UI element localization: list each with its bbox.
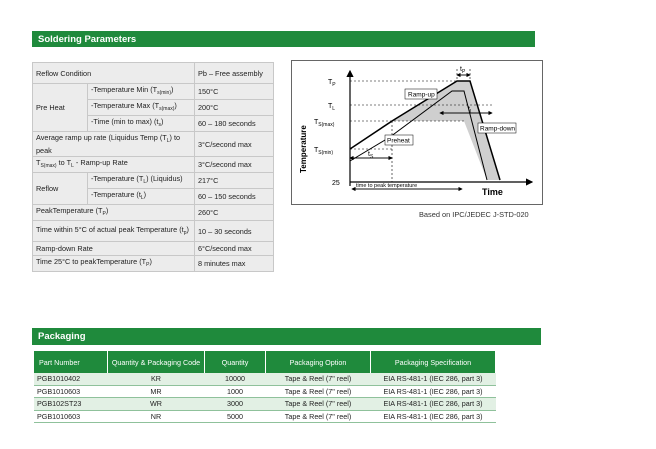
soldering-parameters-header: Soldering Parameters bbox=[32, 31, 535, 47]
param-label: -Temperature $(T_L)$ (Liquidus) bbox=[88, 173, 195, 189]
param-label: -Temperature Min $(T_{s(min)})$ bbox=[88, 84, 195, 100]
cell: 10000 bbox=[205, 373, 266, 385]
ramp-down-label: Ramp-down bbox=[480, 125, 516, 133]
col-header: Part Number bbox=[34, 351, 108, 373]
table-row bbox=[33, 157, 274, 173]
tl-time-label: $t_L$ bbox=[468, 106, 473, 115]
col-header: Packaging Option bbox=[266, 351, 371, 373]
param-label: -Temperature $(t_L)$ bbox=[88, 189, 195, 205]
group-label-reflow: Reflow bbox=[33, 173, 88, 205]
tp-label: $T_P$ bbox=[328, 79, 336, 88]
cell: EIA RS-481-1 (IEC 286, part 3) bbox=[371, 373, 496, 385]
param-label: Ramp-down Rate bbox=[33, 242, 195, 256]
x-axis-label: Time bbox=[482, 187, 503, 197]
cell: PGB1010603 bbox=[34, 410, 108, 423]
cell: NR bbox=[108, 410, 205, 423]
time-to-peak-label: time to peak temperature bbox=[356, 183, 418, 189]
param-label: Time 25°C to peakTemperature $(T_P)$ bbox=[33, 256, 195, 272]
cell: MR bbox=[108, 385, 205, 398]
param-value: 3°C/second max bbox=[195, 132, 274, 157]
param-value: 8 minutes max bbox=[195, 256, 274, 272]
soldering-parameters-table bbox=[32, 62, 274, 272]
group-label-preheat: Pre Heat bbox=[33, 84, 88, 132]
param-label: PeakTemperature $(T_P)$ bbox=[33, 205, 195, 221]
table-row bbox=[34, 385, 496, 398]
tp-time-label: $t_P$ bbox=[460, 66, 466, 75]
ipc-note: Based on IPC/JEDEC J-STD-020 bbox=[419, 210, 529, 219]
tsmin-label: $T_{S(min)}$ bbox=[314, 147, 334, 156]
cell: 5000 bbox=[205, 410, 266, 423]
param-value: 200°C bbox=[195, 100, 274, 116]
col-header: Quantity bbox=[205, 351, 266, 373]
param-value: 10 – 30 seconds bbox=[195, 221, 274, 242]
param-value: Pb – Free assembly bbox=[195, 63, 274, 84]
packaging-table bbox=[34, 351, 496, 423]
table-row bbox=[33, 205, 274, 221]
param-label: Reflow Condition bbox=[33, 63, 195, 84]
col-header: Packaging Specification bbox=[371, 351, 496, 373]
table-row bbox=[33, 221, 274, 242]
param-label: $T_{S(max)}$ to $T_L$ - Ramp-up Rate bbox=[33, 157, 195, 173]
cell: 3000 bbox=[205, 398, 266, 411]
cell: EIA RS-481-1 (IEC 286, part 3) bbox=[371, 410, 496, 423]
param-label: -Temperature Max $(T_{s(max)})$ bbox=[88, 100, 195, 116]
param-value: 6°C/second max bbox=[195, 242, 274, 256]
table-row bbox=[34, 373, 496, 385]
param-value: 60 – 150 seconds bbox=[195, 189, 274, 205]
reflow-profile-diagram bbox=[291, 60, 543, 205]
param-value: 3°C/second max bbox=[195, 157, 274, 173]
cell: Tape & Reel (7" reel) bbox=[266, 373, 371, 385]
col-header: Quantity & Packaging Code bbox=[108, 351, 205, 373]
param-value: 217°C bbox=[195, 173, 274, 189]
param-label: Average ramp up rate (Liquidus Temp $(T_L)$ to peak bbox=[33, 132, 195, 157]
ramp-up-label: Ramp-up bbox=[408, 91, 435, 99]
table-row bbox=[33, 242, 274, 256]
param-label: -Time (min to max) $(t_s)$ bbox=[88, 116, 195, 132]
preheat-label: Preheat bbox=[387, 137, 410, 145]
table-header-row bbox=[34, 351, 496, 373]
table-row bbox=[33, 132, 274, 157]
y-axis-label: Temperature bbox=[299, 125, 308, 173]
cell: PGB1010603 bbox=[34, 385, 108, 398]
table-row bbox=[33, 63, 274, 84]
param-value: 150°C bbox=[195, 84, 274, 100]
cell: EIA RS-481-1 (IEC 286, part 3) bbox=[371, 398, 496, 411]
param-value: 60 – 180 seconds bbox=[195, 116, 274, 132]
table-row bbox=[34, 398, 496, 411]
ts-time-label: $t_S$ bbox=[368, 151, 374, 160]
param-value: 260°C bbox=[195, 205, 274, 221]
cell: KR bbox=[108, 373, 205, 385]
cell: EIA RS-481-1 (IEC 286, part 3) bbox=[371, 385, 496, 398]
t25-label: 25 bbox=[332, 180, 340, 187]
cell: PGB1010402 bbox=[34, 373, 108, 385]
cell: PGB102ST23 bbox=[34, 398, 108, 411]
cell: Tape & Reel (7" reel) bbox=[266, 410, 371, 423]
table-row bbox=[33, 256, 274, 272]
tsmax-label: $T_{S(max)}$ bbox=[314, 119, 335, 128]
packaging-header: Packaging bbox=[32, 328, 541, 345]
param-label: Time within 5°C of actual peak Temperature $(t_p)$ bbox=[33, 221, 195, 242]
table-row bbox=[33, 173, 274, 189]
tl-label: $T_L$ bbox=[328, 103, 336, 112]
cell: WR bbox=[108, 398, 205, 411]
cell: Tape & Reel (7" reel) bbox=[266, 398, 371, 411]
table-row bbox=[34, 410, 496, 423]
cell: Tape & Reel (7" reel) bbox=[266, 385, 371, 398]
table-row bbox=[33, 84, 274, 100]
cell: 1000 bbox=[205, 385, 266, 398]
